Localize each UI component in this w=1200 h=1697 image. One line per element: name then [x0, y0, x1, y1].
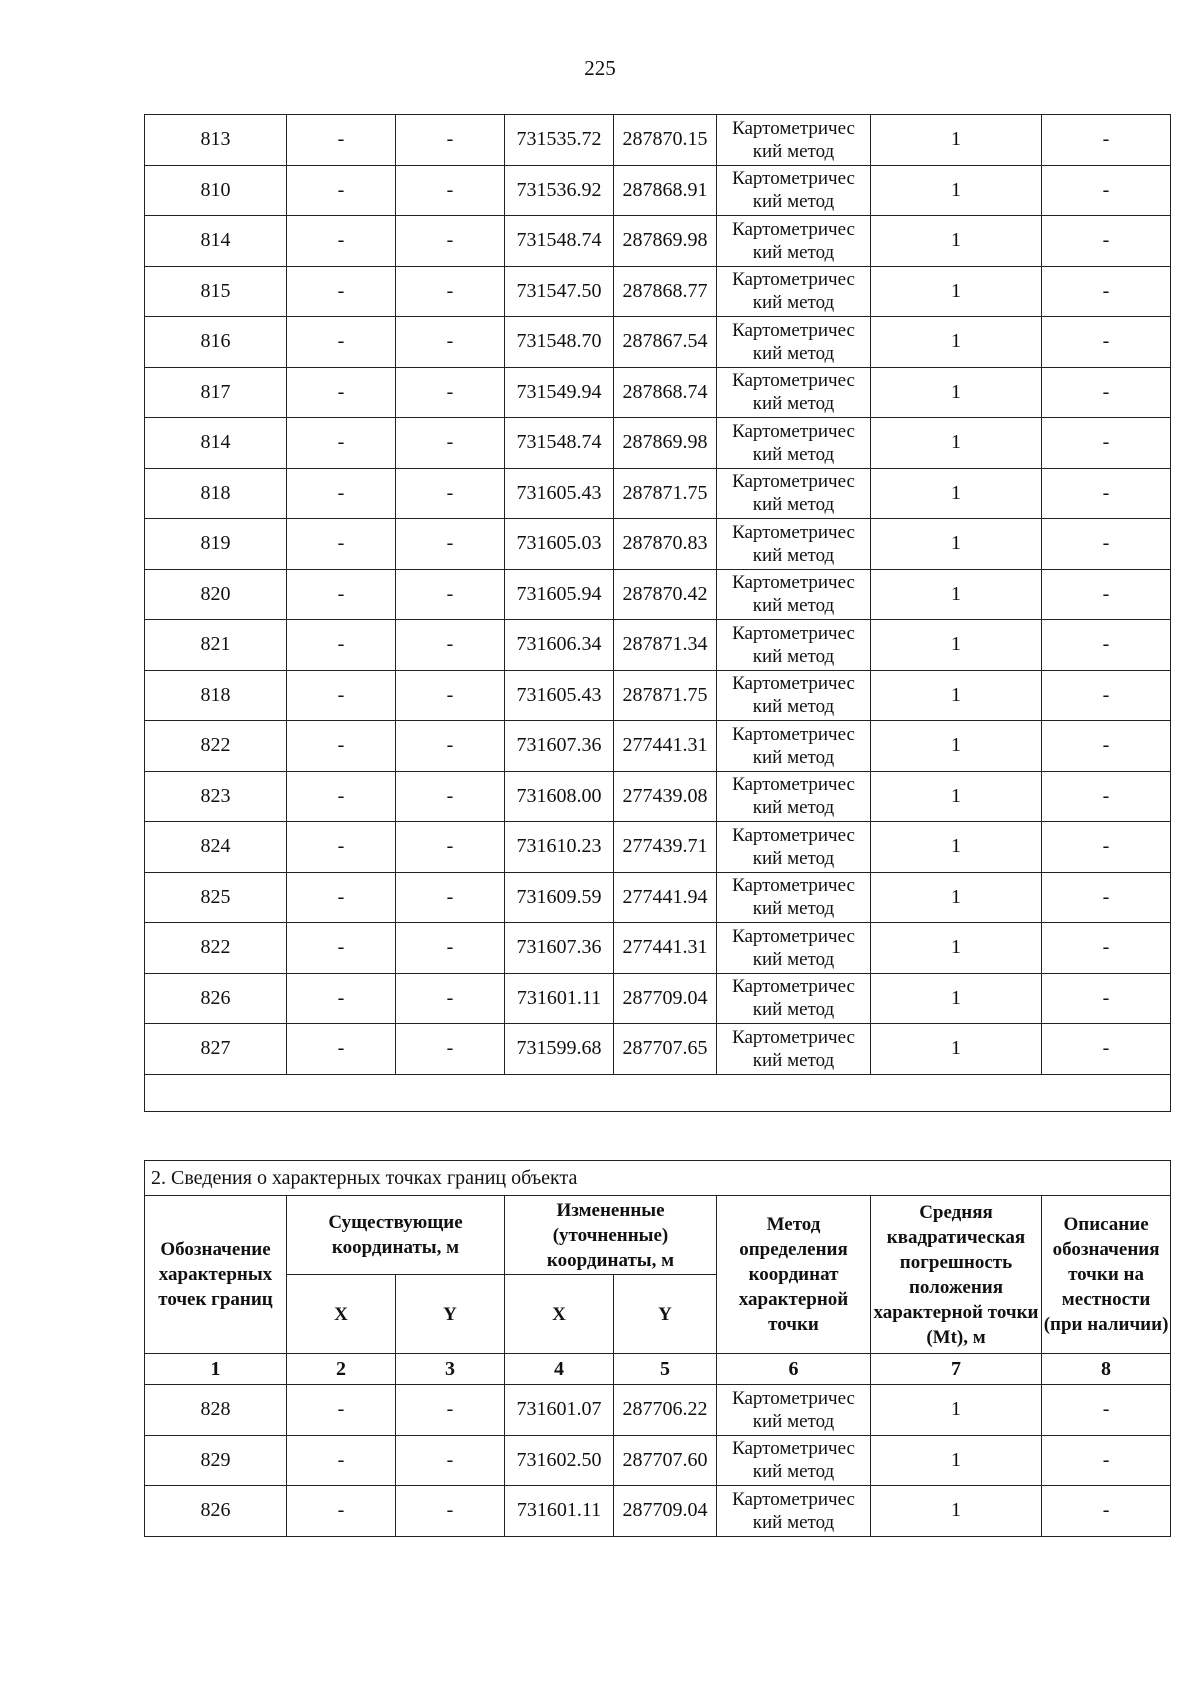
cell-existing-y: - — [396, 670, 505, 721]
table-row — [145, 418, 1171, 469]
table-row — [145, 165, 1171, 216]
cell-existing-y: - — [396, 1024, 505, 1075]
cell-point-number: 817 — [145, 367, 287, 418]
cell-existing-x: - — [287, 519, 396, 570]
cell-changed-x: 731602.50 — [505, 1435, 614, 1486]
cell-existing-y: - — [396, 317, 505, 368]
cell-point-number: 822 — [145, 721, 287, 772]
cell-mean-square-error: 1 — [871, 569, 1042, 620]
cell-changed-x: 731548.74 — [505, 216, 614, 267]
cell-changed-y: 287870.15 — [614, 115, 717, 166]
cell-changed-y: 287870.42 — [614, 569, 717, 620]
column-number: 7 — [871, 1354, 1042, 1385]
column-number: 1 — [145, 1354, 287, 1385]
cell-point-description: - — [1042, 771, 1171, 822]
cell-existing-y: - — [396, 872, 505, 923]
cell-point-number: 816 — [145, 317, 287, 368]
cell-existing-x: - — [287, 872, 396, 923]
coordinates-table-continued — [144, 114, 1171, 1112]
cell-point-number: 821 — [145, 620, 287, 671]
cell-existing-x: - — [287, 115, 396, 166]
table-row — [145, 216, 1171, 267]
cell-point-number: 825 — [145, 872, 287, 923]
cell-changed-x: 731605.03 — [505, 519, 614, 570]
cell-mean-square-error: 1 — [871, 973, 1042, 1024]
cell-changed-x: 731610.23 — [505, 822, 614, 873]
cell-existing-x: - — [287, 1385, 396, 1436]
cell-existing-x: - — [287, 670, 396, 721]
cell-mean-square-error: 1 — [871, 317, 1042, 368]
cell-point-number: 813 — [145, 115, 287, 166]
cell-method: Картометричес кий метод — [717, 519, 871, 570]
cell-point-description: - — [1042, 1385, 1171, 1436]
cell-existing-y: - — [396, 418, 505, 469]
cell-point-description: - — [1042, 418, 1171, 469]
cell-point-description: - — [1042, 721, 1171, 772]
cell-mean-square-error: 1 — [871, 872, 1042, 923]
column-numbers-row — [145, 1354, 1171, 1385]
cell-point-number: 823 — [145, 771, 287, 822]
table-row — [145, 822, 1171, 873]
cell-point-number: 818 — [145, 670, 287, 721]
cell-point-description: - — [1042, 569, 1171, 620]
cell-point-number: 829 — [145, 1435, 287, 1486]
cell-mean-square-error: 1 — [871, 1435, 1042, 1486]
cell-point-description: - — [1042, 1024, 1171, 1075]
table-row — [145, 1435, 1171, 1486]
cell-changed-x: 731536.92 — [505, 165, 614, 216]
cell-point-number: 814 — [145, 216, 287, 267]
cell-point-description: - — [1042, 872, 1171, 923]
cell-point-description: - — [1042, 670, 1171, 721]
cell-point-description: - — [1042, 165, 1171, 216]
cell-method: Картометричес кий метод — [717, 266, 871, 317]
table-row — [145, 468, 1171, 519]
cell-existing-x: - — [287, 1024, 396, 1075]
cell-point-description: - — [1042, 266, 1171, 317]
cell-existing-y: - — [396, 115, 505, 166]
cell-method: Картометричес кий метод — [717, 771, 871, 822]
cell-point-description: - — [1042, 115, 1171, 166]
table-row — [145, 923, 1171, 974]
cell-existing-x: - — [287, 620, 396, 671]
cell-method: Картометричес кий метод — [717, 317, 871, 368]
cell-existing-y: - — [396, 822, 505, 873]
cell-method: Картометричес кий метод — [717, 1486, 871, 1537]
cell-existing-x: - — [287, 771, 396, 822]
header-mean-square-error: Средняя квадратическая погрешность положения характерной точки (Mt), м — [871, 1196, 1042, 1354]
cell-method: Картометричес кий метод — [717, 1024, 871, 1075]
cell-point-description: - — [1042, 923, 1171, 974]
column-number: 2 — [287, 1354, 396, 1385]
cell-existing-y: - — [396, 569, 505, 620]
cell-mean-square-error: 1 — [871, 468, 1042, 519]
table-row — [145, 317, 1171, 368]
cell-point-number: 826 — [145, 1486, 287, 1537]
header-row — [145, 1196, 1171, 1275]
table-row — [145, 973, 1171, 1024]
header-method: Метод определения координат характерной точки — [717, 1196, 871, 1354]
cell-mean-square-error: 1 — [871, 367, 1042, 418]
cell-mean-square-error: 1 — [871, 115, 1042, 166]
cell-existing-y: - — [396, 923, 505, 974]
cell-method: Картометричес кий метод — [717, 923, 871, 974]
cell-point-number: 827 — [145, 1024, 287, 1075]
cell-changed-x: 731548.70 — [505, 317, 614, 368]
cell-point-number: 820 — [145, 569, 287, 620]
cell-method: Картометричес кий метод — [717, 165, 871, 216]
cell-point-description: - — [1042, 367, 1171, 418]
table-row — [145, 872, 1171, 923]
cell-changed-y: 287871.75 — [614, 670, 717, 721]
table-row — [145, 367, 1171, 418]
cell-mean-square-error: 1 — [871, 216, 1042, 267]
cell-method: Картометричес кий метод — [717, 367, 871, 418]
cell-changed-y: 287867.54 — [614, 317, 717, 368]
empty-row — [145, 1074, 1171, 1111]
cell-existing-y: - — [396, 165, 505, 216]
cell-existing-x: - — [287, 367, 396, 418]
table-section-title-row — [145, 1161, 1171, 1196]
cell-existing-y: - — [396, 519, 505, 570]
table-row — [145, 670, 1171, 721]
table-row — [145, 569, 1171, 620]
cell-existing-x: - — [287, 468, 396, 519]
cell-method: Картометричес кий метод — [717, 569, 871, 620]
cell-point-number: 814 — [145, 418, 287, 469]
cell-point-number: 826 — [145, 973, 287, 1024]
cell-changed-x: 731606.34 — [505, 620, 614, 671]
cell-existing-y: - — [396, 771, 505, 822]
cell-changed-y: 287707.65 — [614, 1024, 717, 1075]
header-changed-x: X — [505, 1275, 614, 1354]
cell-mean-square-error: 1 — [871, 1024, 1042, 1075]
cell-changed-y: 277439.71 — [614, 822, 717, 873]
cell-mean-square-error: 1 — [871, 266, 1042, 317]
cell-method: Картометричес кий метод — [717, 620, 871, 671]
cell-point-number: 818 — [145, 468, 287, 519]
cell-changed-y: 287709.04 — [614, 973, 717, 1024]
cell-existing-x: - — [287, 973, 396, 1024]
cell-changed-y: 287871.75 — [614, 468, 717, 519]
cell-existing-x: - — [287, 266, 396, 317]
cell-existing-y: - — [396, 721, 505, 772]
cell-changed-x: 731607.36 — [505, 721, 614, 772]
cell-existing-y: - — [396, 266, 505, 317]
cell-method: Картометричес кий метод — [717, 1435, 871, 1486]
cell-existing-y: - — [396, 367, 505, 418]
table-row — [145, 1024, 1171, 1075]
cell-changed-y: 287870.83 — [614, 519, 717, 570]
table-row — [145, 620, 1171, 671]
cell-changed-x: 731535.72 — [505, 115, 614, 166]
header-existing-x: X — [287, 1275, 396, 1354]
cell-existing-x: - — [287, 721, 396, 772]
cell-existing-x: - — [287, 418, 396, 469]
cell-changed-y: 287868.74 — [614, 367, 717, 418]
cell-mean-square-error: 1 — [871, 923, 1042, 974]
column-number: 3 — [396, 1354, 505, 1385]
empty-cell — [145, 1074, 1171, 1111]
cell-existing-x: - — [287, 1486, 396, 1537]
header-changed-coordinates: Измененные (уточненные) координаты, м — [505, 1196, 717, 1275]
cell-point-description: - — [1042, 468, 1171, 519]
cell-method: Картометричес кий метод — [717, 1385, 871, 1436]
cell-mean-square-error: 1 — [871, 670, 1042, 721]
cell-method: Картометричес кий метод — [717, 418, 871, 469]
cell-existing-x: - — [287, 822, 396, 873]
cell-changed-x: 731548.74 — [505, 418, 614, 469]
cell-changed-y: 287871.34 — [614, 620, 717, 671]
cell-changed-x: 731607.36 — [505, 923, 614, 974]
cell-point-description: - — [1042, 973, 1171, 1024]
cell-mean-square-error: 1 — [871, 771, 1042, 822]
cell-changed-y: 287709.04 — [614, 1486, 717, 1537]
cell-existing-y: - — [396, 1435, 505, 1486]
cell-changed-x: 731605.94 — [505, 569, 614, 620]
cell-existing-x: - — [287, 216, 396, 267]
cell-changed-y: 287868.91 — [614, 165, 717, 216]
cell-method: Картометричес кий метод — [717, 822, 871, 873]
cell-point-description: - — [1042, 519, 1171, 570]
header-existing-y: Y — [396, 1275, 505, 1354]
column-number: 8 — [1042, 1354, 1171, 1385]
cell-changed-x: 731601.07 — [505, 1385, 614, 1436]
page-number: 225 — [584, 56, 616, 80]
cell-changed-y: 287706.22 — [614, 1385, 717, 1436]
cell-point-description: - — [1042, 822, 1171, 873]
cell-changed-x: 731609.59 — [505, 872, 614, 923]
cell-mean-square-error: 1 — [871, 519, 1042, 570]
cell-changed-x: 731601.11 — [505, 973, 614, 1024]
cell-changed-y: 287707.60 — [614, 1435, 717, 1486]
cell-changed-x: 731605.43 — [505, 468, 614, 519]
cell-point-description: - — [1042, 1435, 1171, 1486]
column-number: 5 — [614, 1354, 717, 1385]
cell-mean-square-error: 1 — [871, 620, 1042, 671]
header-designation: Обозначение характерных точек границ — [145, 1196, 287, 1354]
cell-point-description: - — [1042, 317, 1171, 368]
cell-existing-y: - — [396, 620, 505, 671]
cell-existing-x: - — [287, 569, 396, 620]
cell-mean-square-error: 1 — [871, 822, 1042, 873]
cell-existing-x: - — [287, 317, 396, 368]
cell-method: Картометричес кий метод — [717, 872, 871, 923]
cell-point-number: 824 — [145, 822, 287, 873]
header-point-description: Описание обозначения точки на местности (при наличии) — [1042, 1196, 1171, 1354]
cell-changed-y: 287868.77 — [614, 266, 717, 317]
cell-changed-y: 287869.98 — [614, 216, 717, 267]
cell-mean-square-error: 1 — [871, 721, 1042, 772]
table-row — [145, 519, 1171, 570]
cell-method: Картометричес кий метод — [717, 216, 871, 267]
cell-changed-x: 731601.11 — [505, 1486, 614, 1537]
header-existing-coordinates: Существующие координаты, м — [287, 1196, 505, 1275]
cell-point-description: - — [1042, 620, 1171, 671]
cell-existing-y: - — [396, 973, 505, 1024]
cell-method: Картометричес кий метод — [717, 115, 871, 166]
cell-changed-x: 731605.43 — [505, 670, 614, 721]
cell-point-description: - — [1042, 216, 1171, 267]
cell-point-number: 810 — [145, 165, 287, 216]
cell-mean-square-error: 1 — [871, 1486, 1042, 1537]
column-number: 4 — [505, 1354, 614, 1385]
cell-changed-x: 731549.94 — [505, 367, 614, 418]
cell-existing-x: - — [287, 923, 396, 974]
cell-changed-x: 731599.68 — [505, 1024, 614, 1075]
table-row — [145, 1486, 1171, 1537]
table-row — [145, 721, 1171, 772]
cell-existing-x: - — [287, 165, 396, 216]
cell-method: Картометричес кий метод — [717, 721, 871, 772]
cell-existing-x: - — [287, 1435, 396, 1486]
cell-method: Картометричес кий метод — [717, 468, 871, 519]
cell-existing-y: - — [396, 1385, 505, 1436]
cell-changed-y: 277441.94 — [614, 872, 717, 923]
cell-changed-x: 731608.00 — [505, 771, 614, 822]
cell-existing-y: - — [396, 1486, 505, 1537]
cell-point-number: 828 — [145, 1385, 287, 1436]
cell-point-number: 815 — [145, 266, 287, 317]
cell-existing-y: - — [396, 468, 505, 519]
cell-point-number: 819 — [145, 519, 287, 570]
cell-changed-y: 277439.08 — [614, 771, 717, 822]
header-changed-y: Y — [614, 1275, 717, 1354]
table-row — [145, 266, 1171, 317]
cell-mean-square-error: 1 — [871, 418, 1042, 469]
cell-method: Картометричес кий метод — [717, 973, 871, 1024]
cell-point-description: - — [1042, 1486, 1171, 1537]
cell-changed-x: 731547.50 — [505, 266, 614, 317]
table-row — [145, 1385, 1171, 1436]
cell-changed-y: 277441.31 — [614, 721, 717, 772]
cell-mean-square-error: 1 — [871, 1385, 1042, 1436]
cell-changed-y: 287869.98 — [614, 418, 717, 469]
table-row — [145, 771, 1171, 822]
cell-method: Картометричес кий метод — [717, 670, 871, 721]
cell-mean-square-error: 1 — [871, 165, 1042, 216]
table-row — [145, 115, 1171, 166]
cell-point-number: 822 — [145, 923, 287, 974]
column-number: 6 — [717, 1354, 871, 1385]
section-title: 2. Сведения о характерных точках границ объекта — [145, 1161, 1171, 1196]
cell-changed-y: 277441.31 — [614, 923, 717, 974]
boundary-points-table — [144, 1160, 1171, 1537]
cell-existing-y: - — [396, 216, 505, 267]
